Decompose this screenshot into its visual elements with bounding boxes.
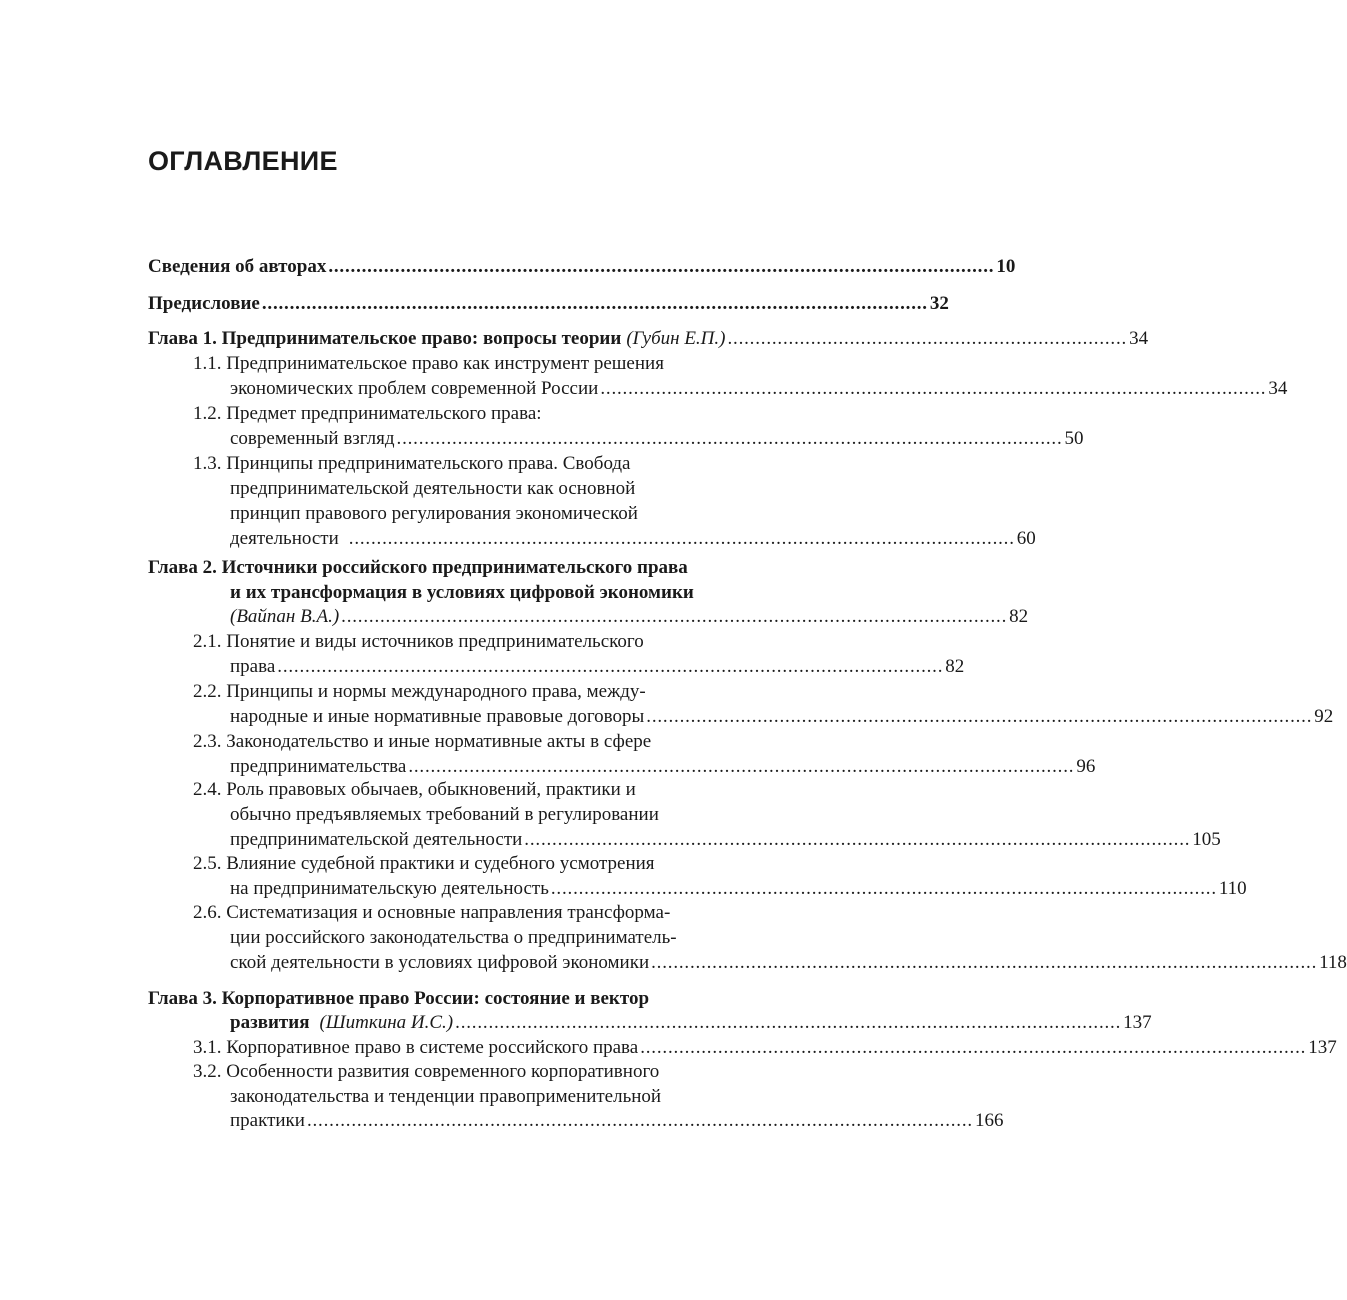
page-number: 137	[1308, 1037, 1337, 1058]
section-title-line: деятельности	[230, 528, 339, 549]
toc-section-2-6-line2	[230, 925, 677, 950]
chapter-title-line: развития	[230, 1012, 310, 1033]
page-number: 82	[945, 656, 965, 677]
page-number: 10	[996, 256, 1016, 277]
toc-section-3-2-line2	[230, 1084, 661, 1109]
entry-label: Предисловие	[148, 293, 260, 314]
section-title-line: 2.1. Понятие и виды источников предпринимательского	[193, 631, 644, 652]
page-number: 118	[1319, 952, 1347, 973]
toc-section-3-2-cont[interactable]	[230, 1108, 1004, 1133]
toc-section-1-1-cont[interactable]	[230, 376, 1288, 401]
chapter-author: (Губин Е.П.)	[626, 328, 726, 349]
toc-section-1-2[interactable]	[193, 401, 542, 426]
section-title-line: принцип правового регулирования экономической	[230, 503, 638, 524]
page-number: 92	[1314, 706, 1334, 727]
toc-chapter-2-author[interactable]	[230, 604, 1029, 629]
chapter-author: (Шиткина И.С.)	[319, 1012, 454, 1033]
toc-section-2-4-line2	[230, 802, 659, 827]
page-number: 50	[1064, 428, 1084, 449]
dot-leader: ........................................................................................................................	[455, 1012, 1122, 1033]
dot-leader: ........................................................................................................................	[550, 878, 1217, 899]
toc-section-2-6-cont[interactable]	[230, 950, 1347, 975]
toc-chapter-3-cont[interactable]	[230, 1010, 1152, 1035]
section-title-line: современный взгляд	[230, 428, 395, 449]
toc-chapter-3[interactable]	[148, 986, 649, 1011]
toc-section-3-1[interactable]	[193, 1035, 1337, 1060]
page-number: 32	[929, 293, 949, 314]
section-title-line: народные и иные нормативные правовые договоры	[230, 706, 645, 727]
dot-leader: ........................................................................................................................	[306, 1110, 973, 1131]
toc-section-2-3[interactable]	[193, 729, 651, 754]
toc-chapter-1[interactable]	[148, 326, 1149, 351]
toc-entry-preface[interactable]	[148, 291, 949, 316]
toc-section-2-6[interactable]	[193, 900, 670, 925]
toc-section-1-1[interactable]	[193, 351, 664, 376]
toc-section-1-3[interactable]	[193, 451, 631, 476]
toc-section-2-2[interactable]	[193, 679, 646, 704]
dot-leader: ........................................................................................................................	[600, 378, 1267, 399]
chapter-title-line: Глава 2. Источники российского предпринимательского права	[148, 557, 688, 578]
toc-section-2-4-cont[interactable]	[230, 827, 1221, 852]
page-number: 110	[1218, 878, 1247, 899]
toc-section-2-3-cont[interactable]	[230, 754, 1096, 779]
toc-section-1-3-line2	[230, 476, 635, 501]
section-title-line: экономических проблем современной России	[230, 378, 599, 399]
toc-chapter-2-line2	[230, 580, 694, 605]
dot-leader: ........................................................................	[727, 328, 1128, 349]
page-number: 105	[1192, 829, 1221, 850]
section-title-line: 2.4. Роль правовых обычаев, обыкновений, практики и	[193, 779, 636, 800]
page-number: 137	[1123, 1012, 1152, 1033]
dot-leader: ........................................................................................................................	[396, 428, 1063, 449]
section-title-line: предпринимательства	[230, 756, 407, 777]
section-title-line: права	[230, 656, 276, 677]
section-title-line: 1.2. Предмет предпринимательского права:	[193, 403, 542, 424]
section-title-line: 2.5. Влияние судебной практики и судебного усмотрения	[193, 853, 655, 874]
dot-leader: ........................................................................................................................	[646, 706, 1313, 727]
section-title-line: 2.3. Законодательство и иные нормативные акты в сфере	[193, 731, 652, 752]
section-title-line: практики	[230, 1110, 305, 1131]
section-title-line: 3.2. Особенности развития современного корпоративного	[193, 1061, 660, 1082]
chapter-title-line: и их трансформация в условиях цифровой экономики	[230, 582, 694, 603]
dot-leader: ........................................................................................................................	[348, 528, 1015, 549]
toc-section-2-5-cont[interactable]	[230, 876, 1247, 901]
dot-leader: ........................................................................................................................	[524, 829, 1191, 850]
section-title-line: ской деятельности в условиях цифровой экономики	[230, 952, 650, 973]
chapter-author: (Вайпан В.А.)	[230, 606, 340, 627]
section-title-line: законодательства и тенденции правоприменительной	[230, 1086, 662, 1107]
page-number: 34	[1129, 328, 1149, 349]
page-title: ОГЛАВЛЕНИЕ	[148, 146, 338, 176]
toc-section-2-1[interactable]	[193, 629, 644, 654]
page-number: 60	[1016, 528, 1036, 549]
toc-section-1-3-line3	[230, 501, 638, 526]
dot-leader: ........................................................................................................................	[328, 256, 995, 277]
section-title-line: обычно предъявляемых требований в регулировании	[230, 804, 659, 825]
toc-section-2-4[interactable]	[193, 777, 636, 802]
section-title-line: 2.2. Принципы и нормы международного права, между-	[193, 681, 646, 702]
toc-section-2-2-cont[interactable]	[230, 704, 1334, 729]
section-title-line: на предпринимательскую деятельность	[230, 878, 549, 899]
chapter-title: Глава 1. Предпринимательское право: вопросы теории	[148, 328, 622, 349]
dot-leader: ........................................................................................................................	[408, 756, 1075, 777]
toc-section-3-2[interactable]	[193, 1059, 659, 1084]
toc-section-1-3-cont[interactable]	[230, 526, 1036, 551]
section-title-line: 2.6. Систематизация и основные направления трансформа-	[193, 902, 671, 923]
page-number: 96	[1076, 756, 1096, 777]
toc-section-1-2-cont[interactable]	[230, 426, 1084, 451]
dot-leader: ........................................................................................................................	[651, 952, 1318, 973]
toc-section-2-1-cont[interactable]	[230, 654, 965, 679]
page-number: 34	[1268, 378, 1288, 399]
page-number: 166	[974, 1110, 1004, 1131]
section-title-line: предпринимательской деятельности как основной	[230, 478, 636, 499]
toc-section-2-5[interactable]	[193, 851, 655, 876]
dot-leader: ........................................................................................................................	[640, 1037, 1307, 1058]
section-title-line: ции российского законодательства о предприниматель-	[230, 927, 677, 948]
toc-entry-authors[interactable]	[148, 254, 1016, 279]
page-number: 82	[1009, 606, 1029, 627]
dot-leader: ........................................................................................................................	[277, 656, 944, 677]
dot-leader: ........................................................................................................................	[261, 293, 928, 314]
section-title-line: 1.3. Принципы предпринимательского права. Свобода	[193, 453, 631, 474]
section-title-line: 3.1. Корпоративное право в системе российского права	[193, 1037, 639, 1058]
toc-chapter-2[interactable]	[148, 555, 688, 580]
section-title-line: 1.1. Предпринимательское право как инструмент решения	[193, 353, 664, 374]
entry-label: Сведения об авторах	[148, 256, 327, 277]
dot-leader: ........................................................................................................................	[341, 606, 1008, 627]
section-title-line: предпринимательской деятельности	[230, 829, 523, 850]
chapter-title-line: Глава 3. Корпоративное право России: состояние и вектор	[148, 988, 650, 1009]
